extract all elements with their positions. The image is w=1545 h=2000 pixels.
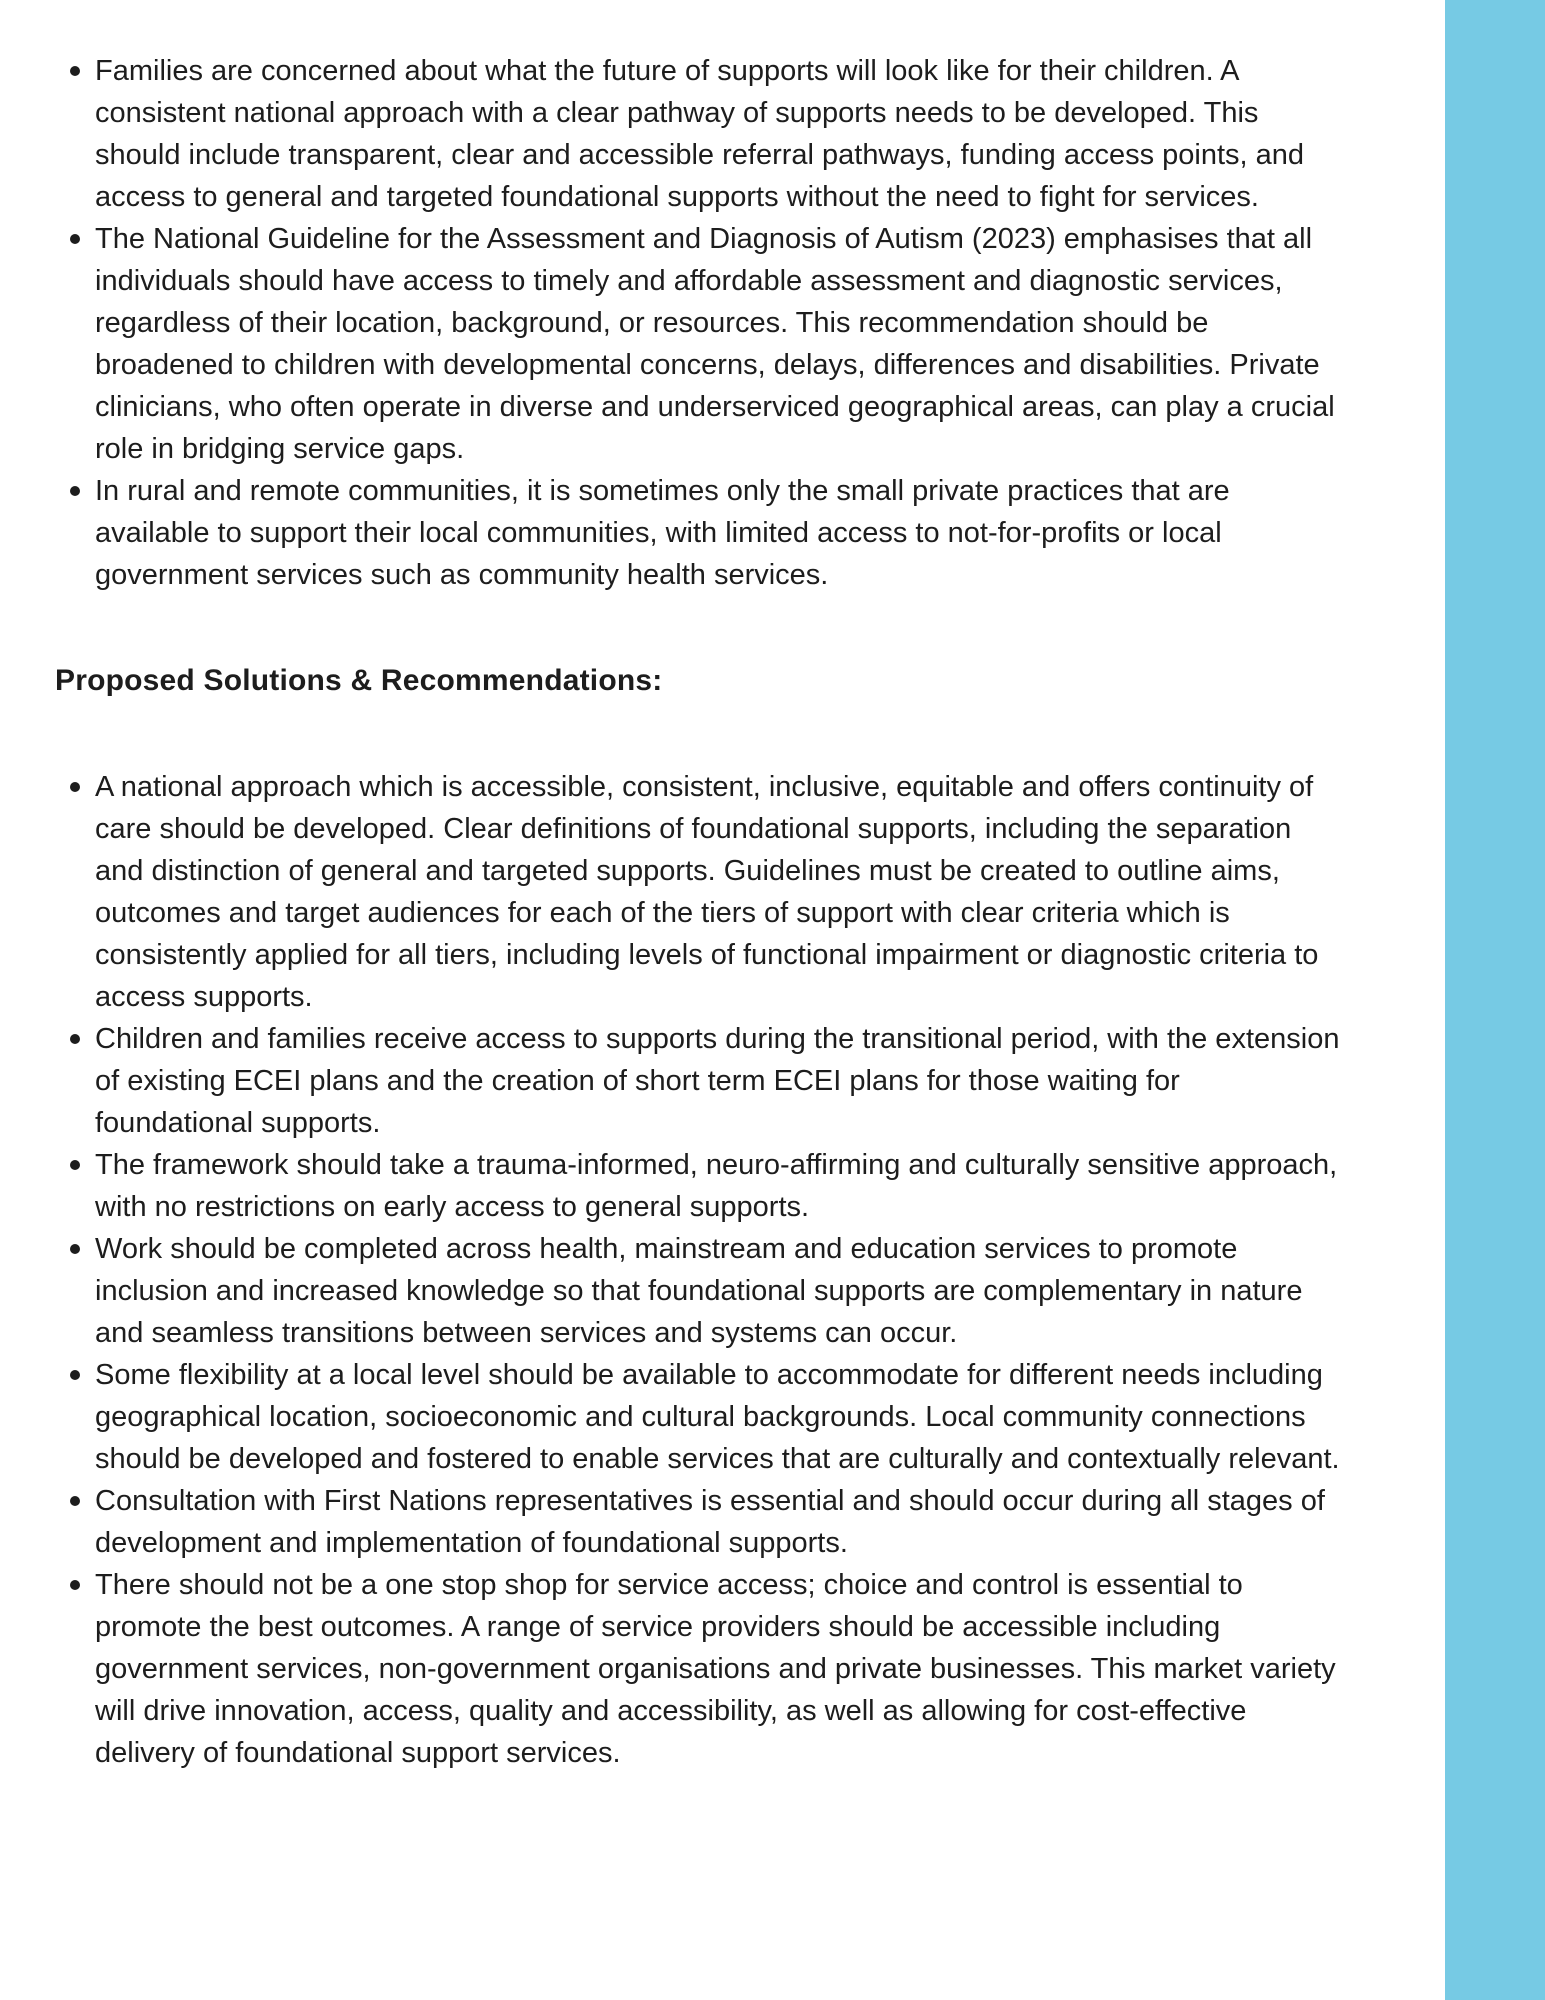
bullet-icon	[70, 1034, 80, 1044]
intro-bullet-list	[55, 50, 1345, 596]
bullet-icon	[70, 1370, 80, 1380]
list-item-text: The National Guideline for the Assessment and Diagnosis of Autism (2023) emphasises that all individuals should have access to timely and affordable assessment and diagnostic services, regardless of their location, background, or resources. This recommendation should be broadened to children with developmental concerns, delays, differences and disabilities. Private clinicians, who often operate in diverse and underserviced geographical areas, can play a crucial role in bridging service gaps.	[95, 223, 1335, 465]
solutions-bullet-list	[55, 766, 1345, 1774]
list-item-text: Work should be completed across health, mainstream and education services to promote inclusion and increased knowledge so that foundational supports are complementary in nature and seamless transitions between services and systems can occur.	[95, 1233, 1303, 1349]
list-item	[55, 1564, 1345, 1774]
list-item-text: Consultation with First Nations representatives is essential and should occur during all stages of development and implementation of foundational supports.	[95, 1485, 1325, 1559]
list-item	[55, 218, 1345, 470]
list-item	[55, 766, 1345, 1018]
bullet-icon	[70, 66, 80, 76]
page-content	[55, 50, 1345, 1774]
list-item-text: The framework should take a trauma-informed, neuro-affirming and culturally sensitive approach, with no restrictions on early access to general supports.	[95, 1149, 1338, 1223]
bullet-icon	[70, 234, 80, 244]
accent-stripe	[1445, 0, 1545, 2000]
list-item-text: Some flexibility at a local level should be available to accommodate for different needs including geographical location, socioeconomic and cultural backgrounds. Local community connections should be developed and fostered to enable services that are culturally and contextually relevant.	[95, 1359, 1340, 1475]
bullet-icon	[70, 1496, 80, 1506]
bullet-icon	[70, 486, 80, 496]
list-item-text: Children and families receive access to supports during the transitional period, with the extension of existing ECEI plans and the creation of short term ECEI plans for those waiting for foundational supports.	[95, 1023, 1340, 1139]
list-item-text: There should not be a one stop shop for service access; choice and control is essential to promote the best outcomes. A range of service providers should be accessible including government services, non-government organisations and private businesses. This market variety will drive innovation, access, quality and accessibility, as well as allowing for cost-effective delivery of foundational support services.	[95, 1569, 1336, 1769]
list-item	[55, 50, 1345, 218]
list-item	[55, 1228, 1345, 1354]
list-item-text: In rural and remote communities, it is sometimes only the small private practices that are available to support their local communities, with limited access to not-for-profits or local government services such as community health services.	[95, 475, 1230, 591]
section-heading: Proposed Solutions & Recommendations:	[55, 664, 663, 697]
list-item	[55, 1354, 1345, 1480]
list-item	[55, 1144, 1345, 1228]
list-item	[55, 470, 1345, 596]
list-item-text: Families are concerned about what the future of supports will look like for their children. A consistent national approach with a clear pathway of supports needs to be developed. This should include transparent, clear and accessible referral pathways, funding access points, and access to general and targeted foundational supports without the need to fight for services.	[95, 55, 1305, 213]
bullet-icon	[70, 782, 80, 792]
list-item	[55, 1480, 1345, 1564]
bullet-icon	[70, 1580, 80, 1590]
bullet-icon	[70, 1244, 80, 1254]
bullet-icon	[70, 1160, 80, 1170]
list-item	[55, 1018, 1345, 1144]
list-item-text: A national approach which is accessible, consistent, inclusive, equitable and offers continuity of care should be developed. Clear definitions of foundational supports, including the separation and distinction of general and targeted supports. Guidelines must be created to outline aims, outcomes and target audiences for each of the tiers of support with clear criteria which is consistently applied for all tiers, including levels of functional impairment or diagnostic criteria to access supports.	[95, 771, 1319, 1013]
